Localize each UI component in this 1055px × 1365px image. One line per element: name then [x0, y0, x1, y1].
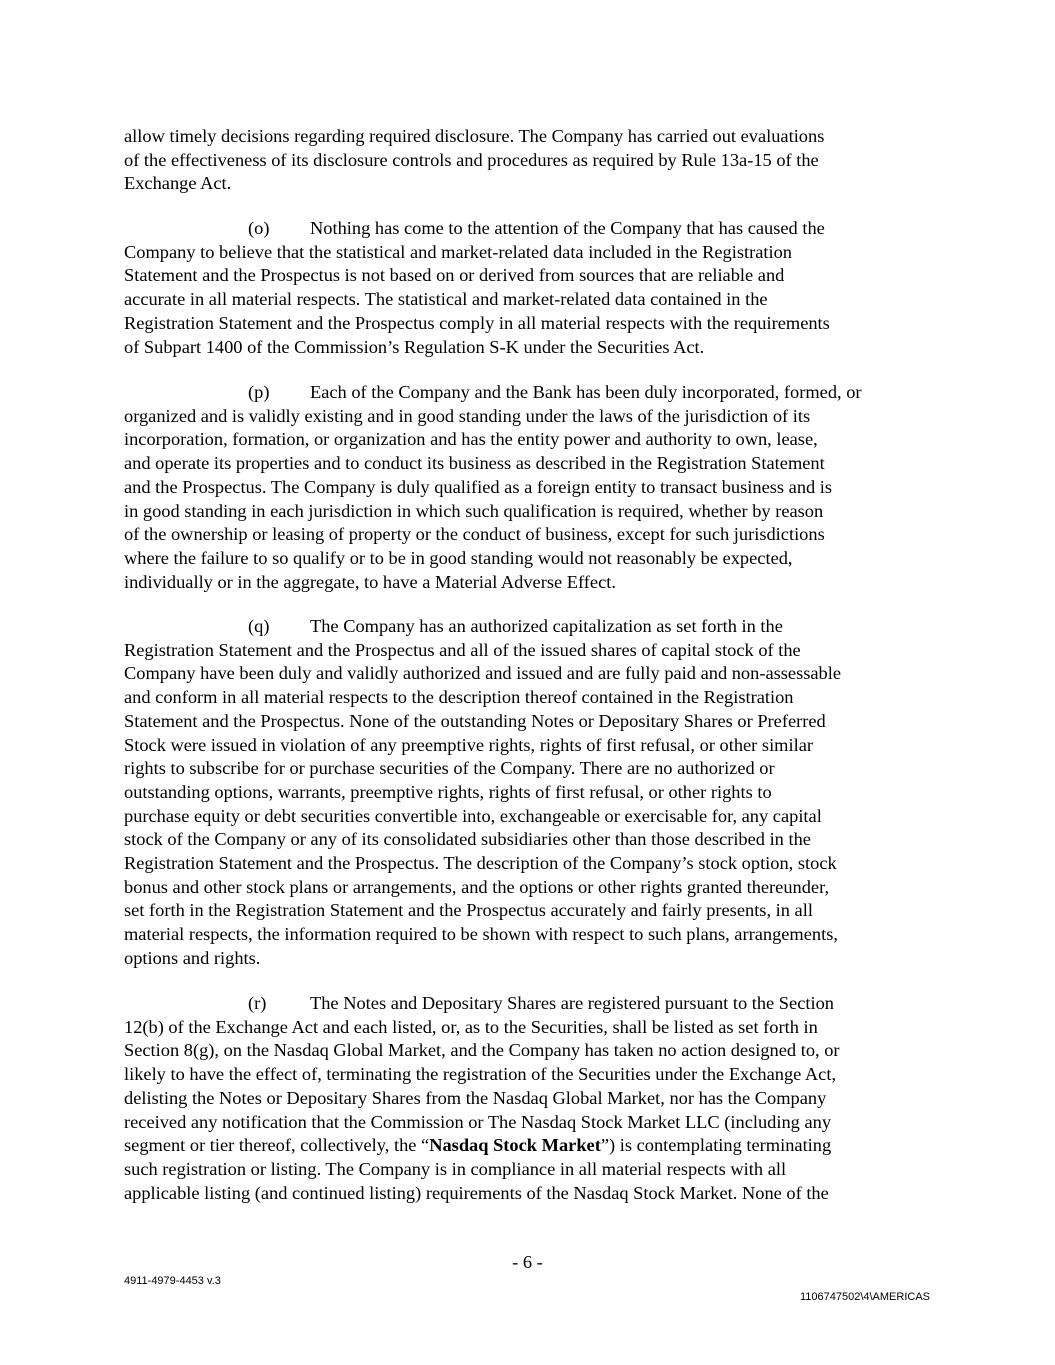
text-line: where the failure to so qualify or to be in good standing would not reasonably be expected, — [124, 547, 793, 568]
text-line: individually or in the aggregate, to have a Material Adverse Effect. — [124, 571, 616, 592]
paragraph-marker: (r) — [248, 993, 267, 1013]
text-line: Each of the Company and the Bank has been duly incorporated, formed, or — [310, 382, 862, 402]
text-line: rights to subscribe for or purchase securities of the Company. There are no authorized or — [124, 758, 775, 779]
paragraph-marker: (p) — [248, 382, 270, 402]
text-line: of the effectiveness of its disclosure controls and procedures as required by Rule 13a-15 of the — [124, 149, 819, 170]
text-line: Registration Statement and the Prospectus and all of the issued shares of capital stock of the — [124, 639, 801, 660]
paragraph-r — [124, 992, 934, 1205]
text-line: options and rights. — [124, 947, 261, 968]
text-line: received any notification that the Commission or The Nasdaq Stock Market LLC (including any — [124, 1111, 832, 1132]
text-line: of the ownership or leasing of property or the conduct of business, except for such jurisdictions — [124, 524, 825, 545]
text-line-first — [124, 992, 934, 1016]
text-line: Statement and the Prospectus is not based on or derived from sources that are reliable and — [124, 265, 785, 286]
text-line: in good standing in each jurisdiction in which such qualification is required, whether by reason — [124, 500, 824, 521]
text-line: incorporation, formation, or organization and has the entity power and authority to own, lease, — [124, 429, 818, 450]
text-line: 12(b) of the Exchange Act and each listed, or, as to the Securities, shall be listed as set forth in — [124, 1016, 818, 1037]
paragraph-p — [124, 381, 934, 594]
text-line: and operate its properties and to conduct its business as described in the Registration Statement — [124, 453, 825, 474]
text-line-first — [124, 217, 934, 241]
text-line: bonus and other stock plans or arrangements, and the options or other rights granted thereunder, — [124, 876, 830, 897]
text-line: Statement and the Prospectus. None of the outstanding Notes or Depositary Shares or Preferred — [124, 710, 826, 731]
text-line: The Company has an authorized capitalization as set forth in the — [310, 616, 783, 636]
text-line: purchase equity or debt securities convertible into, exchangeable or exercisable for, any capital — [124, 805, 822, 826]
text-line: Company have been duly and validly authorized and issued and are fully paid and non-assessable — [124, 663, 842, 684]
text-line: material respects, the information required to be shown with respect to such plans, arrangements, — [124, 924, 838, 945]
page-number: - 6 - — [512, 1252, 543, 1272]
text-line: of Subpart 1400 of the Commission’s Regulation S-K under the Securities Act. — [124, 336, 705, 357]
text-line: accurate in all material respects. The statistical and market-related data contained in the — [124, 289, 768, 310]
text-line: The Notes and Depositary Shares are registered pursuant to the Section — [310, 993, 834, 1013]
text-line: Registration Statement and the Prospectus comply in all material respects with the requirements — [124, 312, 830, 333]
text-line: organized and is validly existing and in good standing under the laws of the jurisdiction of its — [124, 405, 811, 426]
text-line: stock of the Company or any of its consolidated subsidiaries other than those described in the — [124, 829, 811, 850]
text-line: Nothing has come to the attention of the Company that has caused the — [310, 218, 825, 238]
text-line: and the Prospectus. The Company is duly qualified as a foreign entity to transact business and is — [124, 476, 833, 497]
text-line: set forth in the Registration Statement and the Prospectus accurately and fairly presents, in all — [124, 900, 813, 921]
text-line-first — [124, 381, 934, 405]
text-line: Company to believe that the statistical and market-related data included in the Registration — [124, 241, 792, 262]
paragraph-q — [124, 615, 934, 971]
text-line: outstanding options, warrants, preemptive rights, rights of first refusal, or other rights to — [124, 781, 772, 802]
paragraph-marker: (q) — [248, 616, 270, 636]
text-line: likely to have the effect of, terminating the registration of the Securities under the Exchange Act, — [124, 1064, 837, 1085]
text-line: Exchange Act. — [124, 173, 232, 194]
paragraph-o — [124, 217, 934, 359]
text-line-defined-term — [124, 1134, 934, 1158]
text-line: Section 8(g), on the Nasdaq Global Market, and the Company has taken no action designed to, or — [124, 1040, 840, 1061]
text-line: such registration or listing. The Company is in compliance in all material respects with all — [124, 1158, 787, 1179]
document-reference: 1106747502\4\AMERICAS — [799, 1291, 930, 1303]
text-line: Stock were issued in violation of any preemptive rights, rights of first refusal, or other similar — [124, 734, 813, 755]
defined-term: Nasdaq Stock Market — [429, 1135, 601, 1156]
text-line: Registration Statement and the Prospectus. The description of the Company’s stock option, stock — [124, 853, 837, 874]
paragraph-marker: (o) — [248, 218, 270, 238]
text-segment: segment or tier thereof, collectively, the “ — [124, 1135, 430, 1156]
text-line: allow timely decisions regarding required disclosure. The Company has carried out evaluations — [124, 126, 825, 146]
text-line: delisting the Notes or Depositary Shares from the Nasdaq Global Market, nor has the Company — [124, 1087, 827, 1108]
text-line-first — [124, 615, 934, 639]
text-segment: ”) is contemplating terminating — [600, 1135, 832, 1156]
paragraph-n-continuation — [124, 125, 934, 196]
text-line: and conform in all material respects to the description thereof contained in the Registration — [124, 687, 794, 708]
document-id: 4911-4979-4453 v.3 — [124, 1275, 221, 1287]
text-line: applicable listing (and continued listing) requirements of the Nasdaq Stock Market. None of the — [124, 1182, 829, 1203]
